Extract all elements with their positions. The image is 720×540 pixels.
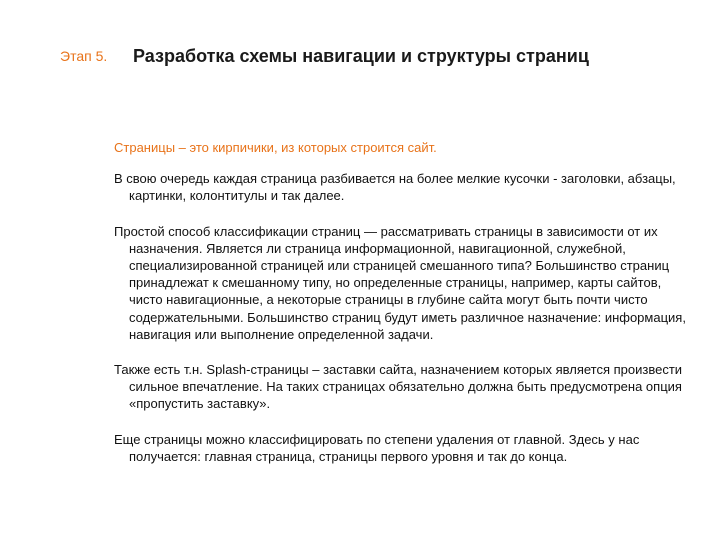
stage-label: Этап 5. bbox=[60, 48, 108, 64]
paragraph-levels: Еще страницы можно классифицировать по степени удаления от главной. Здесь у нас получается: главная страница, страницы первого уровня и так до конца. bbox=[114, 431, 640, 464]
intro-paragraph: Страницы – это кирпичики, из которых строится сайт. bbox=[114, 140, 437, 155]
paragraph-classification: Простой способ классификации страниц — рассматривать страницы в зависимости от их назначения. Является ли страница информационной, навигационной, служебной, специализированной страницей или страницей смешанного типа? Большинство страниц принадлежат к смешанному типу, но определенные страницы, например, карты сайтов, чисто навигационные, а некоторые страницы в глубине сайта могут быть почти чисто содержательными. Большинство страниц будут иметь различное назначение: информация, навигация или выполнение определенной задачи. bbox=[114, 223, 686, 342]
slide-body bbox=[114, 139, 694, 483]
slide-header bbox=[60, 44, 680, 68]
paragraph-splash-pages: Также есть т.н. Splash-страницы – заставки сайта, назначением которых является произвести сильное впечатление. На таких страницах обязательно должна быть предусмотрена опция «пропустить заставку». bbox=[114, 362, 683, 412]
slide-title: Разработка схемы навигации и структуры страниц bbox=[133, 46, 589, 66]
paragraph-page-parts: В свою очередь каждая страница разбивается на более мелкие кусочки - заголовки, абзацы, картинки, колонтитулы и так далее. bbox=[114, 171, 676, 204]
